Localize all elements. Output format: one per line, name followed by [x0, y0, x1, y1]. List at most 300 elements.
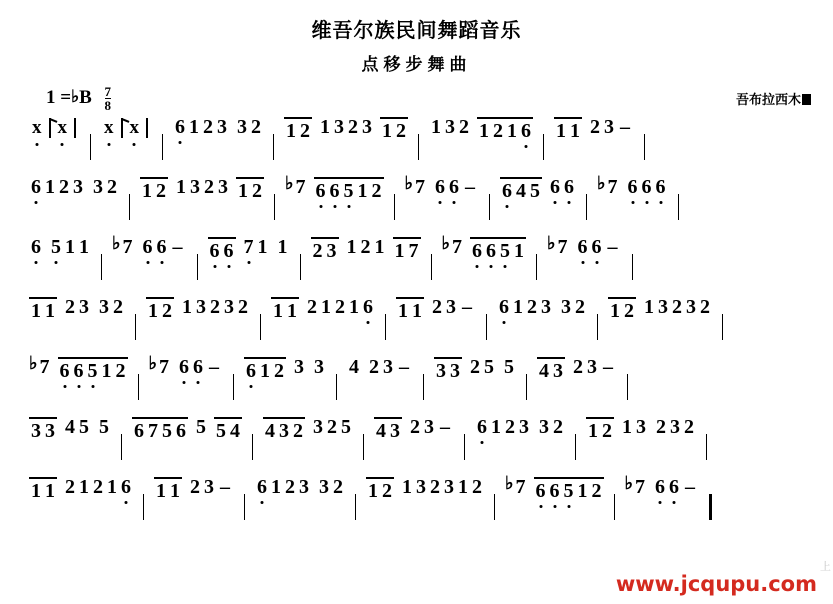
note-group	[430, 297, 476, 317]
note-group-beamed	[537, 357, 565, 381]
note: 7	[39, 356, 50, 378]
note-group	[312, 357, 326, 377]
note: 2	[360, 236, 371, 258]
note-group	[347, 357, 361, 377]
note: 3	[79, 296, 89, 318]
barline	[526, 374, 527, 400]
note: 2	[251, 116, 261, 138]
note: 7	[635, 476, 645, 498]
note: 3	[519, 416, 529, 438]
note-group	[255, 477, 311, 497]
note-group-beamed	[534, 477, 604, 501]
note: 3	[390, 420, 400, 442]
note: 1	[513, 296, 523, 318]
flat-icon: ♭	[285, 173, 294, 193]
barline	[722, 314, 723, 340]
note: 1	[507, 120, 517, 142]
barline	[129, 194, 130, 220]
note: 1	[398, 300, 408, 322]
note: 1	[79, 476, 89, 498]
note: 7	[295, 176, 306, 198]
note-group	[408, 417, 454, 437]
note: 3	[31, 420, 41, 442]
barline	[489, 194, 490, 220]
note: 1	[577, 480, 588, 502]
barline	[678, 194, 679, 220]
note: 2	[156, 180, 166, 202]
note: 6	[156, 236, 167, 258]
note: 6	[564, 176, 574, 198]
barline	[494, 494, 495, 520]
note-group	[367, 357, 413, 377]
note-group	[97, 297, 125, 317]
note-group-beamed	[140, 177, 168, 201]
note: 1	[45, 300, 55, 322]
note: 7	[515, 476, 526, 498]
note-extension: –	[607, 236, 618, 258]
note: 2	[307, 296, 317, 318]
music-line-4	[0, 297, 833, 357]
note-group-beamed	[380, 117, 408, 141]
note: 3	[204, 476, 214, 498]
barline	[423, 374, 424, 400]
note: 6	[486, 240, 496, 262]
note-group	[29, 237, 43, 257]
note-group-beamed	[263, 417, 305, 441]
note: 1	[588, 420, 598, 442]
barline	[138, 374, 139, 400]
key-signature	[46, 85, 111, 112]
note: 2	[656, 416, 666, 438]
note: 2	[590, 116, 600, 138]
note-group-beamed	[29, 417, 57, 441]
note: 2	[505, 416, 515, 438]
note: 4	[349, 356, 359, 378]
barline	[90, 134, 91, 160]
note-group	[177, 357, 223, 377]
note-group	[318, 117, 374, 137]
note: 6	[655, 476, 665, 498]
note-extension: –	[603, 356, 613, 378]
note: 3	[446, 296, 456, 318]
note-group	[276, 237, 290, 257]
note: 1	[182, 296, 192, 318]
note: 6	[31, 176, 41, 198]
note-group	[112, 233, 135, 258]
note-group	[653, 477, 699, 497]
note-group	[285, 173, 308, 198]
note-group	[345, 237, 387, 257]
music-line-3	[0, 233, 833, 297]
note: 1	[287, 300, 297, 322]
note: 4	[376, 420, 386, 442]
note: 2	[672, 296, 682, 318]
note-group	[624, 473, 648, 498]
note: 6	[193, 356, 203, 378]
note: 5	[530, 180, 540, 202]
note-group-beamed	[586, 417, 614, 441]
note: 3	[93, 176, 103, 198]
music-line-2	[0, 173, 833, 237]
note-group-beamed	[132, 417, 188, 441]
note-group	[188, 477, 234, 497]
note-group	[292, 357, 306, 377]
note-group	[654, 417, 696, 437]
note-group	[194, 417, 208, 437]
note: 1	[368, 480, 378, 502]
note: 7	[148, 420, 158, 442]
rhythm-group	[29, 117, 80, 139]
note: 2	[527, 296, 537, 318]
note: 6	[655, 176, 666, 198]
barline	[632, 254, 633, 280]
time-numerator: 7	[104, 84, 112, 99]
note: 6	[577, 236, 588, 258]
note: 6	[550, 176, 560, 198]
note: 3	[279, 420, 289, 442]
note: 3	[539, 416, 549, 438]
time-signature	[105, 85, 112, 112]
note-group	[597, 173, 620, 198]
note: 6	[521, 120, 531, 142]
barline	[706, 434, 707, 460]
note-group-beamed	[393, 237, 421, 261]
note: 2	[65, 296, 75, 318]
note-group	[468, 357, 496, 377]
note: 2	[410, 416, 420, 438]
barline	[385, 314, 386, 340]
note-group	[404, 173, 428, 198]
note: 3	[444, 476, 454, 498]
note-group-beamed	[477, 117, 533, 141]
note: 5	[484, 356, 494, 378]
barline	[394, 194, 395, 220]
composer-name: 吾布拉西木	[735, 93, 801, 108]
note-group	[433, 177, 479, 197]
note: 6	[477, 416, 487, 438]
note: 3	[362, 116, 372, 138]
flat-icon: ♭	[597, 173, 606, 193]
note: 2	[115, 360, 126, 382]
note: 2	[684, 416, 694, 438]
note: 1	[79, 236, 89, 258]
note: 2	[204, 176, 214, 198]
note: 1	[277, 236, 288, 258]
note-group-beamed	[146, 297, 174, 321]
note: 1	[610, 300, 620, 322]
watermark: www.jcqupu.com	[615, 572, 817, 596]
note: 5	[563, 480, 574, 502]
note: 5	[216, 420, 226, 442]
note: 3	[383, 356, 393, 378]
note-group	[537, 417, 565, 437]
barline	[418, 134, 419, 160]
note-extension: –	[462, 296, 472, 318]
note: 1	[394, 240, 405, 262]
note-group-beamed	[470, 237, 526, 261]
barline	[464, 434, 465, 460]
music-line-7	[0, 473, 833, 537]
stem-icon	[74, 118, 76, 138]
note: 7	[452, 236, 462, 258]
note-group-beamed	[434, 357, 462, 381]
barline	[244, 494, 245, 520]
note: 3	[313, 416, 323, 438]
note: 1	[556, 120, 566, 142]
note: 5	[79, 416, 89, 438]
barline	[260, 314, 261, 340]
note: 1	[514, 240, 524, 262]
note: 1	[156, 480, 166, 502]
note: 1	[260, 360, 270, 382]
barline	[644, 134, 645, 160]
note: 5	[343, 180, 354, 202]
note: 1	[357, 180, 368, 202]
note: 6	[134, 420, 144, 442]
note: 1	[622, 416, 632, 438]
flat-icon: ♭	[71, 86, 80, 106]
note: 1	[286, 120, 296, 142]
note-group	[317, 477, 345, 497]
note-group	[642, 297, 712, 317]
note: 6	[176, 420, 186, 442]
note-group-beamed	[58, 357, 128, 381]
note: 2	[274, 360, 284, 382]
barline	[536, 254, 537, 280]
note: 1	[45, 480, 55, 502]
note-group	[141, 237, 187, 257]
flat-icon: ♭	[404, 173, 413, 193]
page-title: 维吾尔族民间舞蹈音乐	[311, 18, 522, 42]
note: 2	[293, 420, 303, 442]
note-group	[475, 417, 531, 437]
note: 7	[607, 176, 618, 198]
note: 6	[315, 180, 326, 202]
barline	[121, 434, 122, 460]
note-group-beamed	[29, 297, 57, 321]
barline	[274, 194, 275, 220]
note: 6	[329, 180, 340, 202]
note-group-beamed	[374, 417, 402, 441]
note: 7	[243, 236, 254, 258]
barline	[135, 314, 136, 340]
note: 5	[99, 416, 109, 438]
note: 2	[575, 296, 585, 318]
barline	[543, 134, 544, 160]
stem-icon	[49, 118, 51, 138]
note-group-beamed	[284, 117, 312, 141]
barline	[586, 194, 587, 220]
barline	[627, 374, 628, 400]
note-group	[305, 297, 375, 317]
rhythm-x: x	[55, 117, 71, 139]
note-group	[29, 353, 52, 378]
note: 2	[591, 480, 602, 502]
note: 7	[159, 356, 169, 378]
note: 3	[218, 176, 228, 198]
note-group	[400, 477, 484, 497]
note: 6	[449, 176, 459, 198]
note: 6	[363, 296, 373, 318]
note-extension: –	[620, 116, 630, 138]
note-extension: –	[172, 236, 183, 258]
note: 2	[238, 296, 248, 318]
note-group	[148, 353, 172, 378]
note-group	[626, 177, 668, 197]
note: 3	[445, 116, 455, 138]
note: 1	[491, 416, 501, 438]
note-group-beamed	[236, 177, 264, 201]
note: 2	[327, 416, 337, 438]
note: 2	[107, 176, 117, 198]
note-extension: –	[399, 356, 409, 378]
note-group-beamed	[366, 477, 394, 501]
note-group-beamed	[214, 417, 242, 441]
note: 2	[93, 476, 103, 498]
note: 1	[238, 180, 248, 202]
note-group-beamed	[271, 297, 299, 321]
barline	[143, 494, 144, 520]
note: 6	[246, 360, 256, 382]
barline	[486, 314, 487, 340]
barline	[575, 434, 576, 460]
note: 2	[162, 300, 172, 322]
note: 2	[59, 176, 69, 198]
note-group	[311, 417, 353, 437]
note: 2	[113, 296, 123, 318]
note-group	[429, 117, 471, 137]
note-extension: –	[220, 476, 230, 498]
note-group	[620, 417, 648, 437]
barline	[300, 254, 301, 280]
rhythm-x: x	[101, 117, 117, 139]
barline	[252, 434, 253, 460]
note: 3	[686, 296, 696, 318]
note: 2	[300, 120, 310, 142]
note: 6	[257, 476, 267, 498]
note: 4	[230, 420, 240, 442]
note: 6	[472, 240, 482, 262]
seal-icon	[802, 94, 811, 105]
note: 6	[502, 180, 512, 202]
note-group	[242, 237, 270, 257]
stem-icon	[121, 118, 123, 138]
note: 1	[257, 236, 268, 258]
note-group	[97, 417, 111, 437]
note: 2	[430, 476, 440, 498]
note-group	[441, 233, 465, 258]
note: 2	[210, 296, 220, 318]
note: 1	[189, 116, 199, 138]
note: 6	[591, 236, 602, 258]
note: 2	[432, 296, 442, 318]
note: 1	[479, 120, 489, 142]
flat-icon: ♭	[547, 233, 556, 253]
note: 3	[224, 296, 234, 318]
note: 3	[334, 116, 344, 138]
note: 2	[335, 296, 345, 318]
note-group	[505, 473, 528, 498]
note: 3	[294, 356, 304, 378]
note: 3	[319, 476, 329, 498]
note: 4	[265, 420, 275, 442]
note: 6	[641, 176, 652, 198]
note: 5	[504, 356, 514, 378]
note-group	[63, 297, 91, 317]
note-group	[180, 297, 250, 317]
note-group-beamed	[208, 237, 236, 261]
note: 2	[382, 480, 392, 502]
rhythm-x: x	[29, 117, 45, 139]
note: 3	[436, 360, 446, 382]
flat-icon: ♭	[29, 353, 38, 373]
note: 2	[252, 180, 262, 202]
note: 6	[435, 176, 445, 198]
barline	[614, 494, 615, 520]
note: 1	[346, 236, 357, 258]
note: 1	[570, 120, 580, 142]
barline	[273, 134, 274, 160]
note-extension: –	[685, 476, 695, 498]
barline	[336, 374, 337, 400]
note: 2	[700, 296, 710, 318]
barline	[597, 314, 598, 340]
note: 2	[493, 120, 503, 142]
rhythm-group	[101, 117, 152, 139]
barline	[431, 254, 432, 280]
note: 2	[190, 476, 200, 498]
note: 3	[217, 116, 227, 138]
meta-row	[0, 81, 833, 115]
note: 1	[320, 116, 330, 138]
note-group	[571, 357, 617, 377]
note: 6	[669, 476, 679, 498]
note: 6	[121, 476, 131, 498]
note-extension: –	[440, 416, 450, 438]
barline	[197, 254, 198, 280]
flat-icon: ♭	[112, 233, 121, 253]
barline	[363, 434, 364, 460]
music-line-1	[0, 117, 833, 177]
note: 6	[499, 296, 509, 318]
note: 5	[87, 360, 98, 382]
note-group-beamed	[311, 237, 339, 261]
note-group-beamed	[608, 297, 636, 321]
note: 6	[223, 240, 234, 262]
note: 3	[561, 296, 571, 318]
note: 3	[450, 360, 460, 382]
note: 1	[402, 476, 412, 498]
note-group	[559, 297, 587, 317]
note-group	[174, 177, 230, 197]
note: 4	[539, 360, 549, 382]
note-group-beamed	[154, 477, 182, 501]
note: 6	[535, 480, 546, 502]
note: 6	[549, 480, 560, 502]
barline	[101, 254, 102, 280]
note: 1	[107, 476, 117, 498]
note: 6	[179, 356, 189, 378]
note-group	[29, 177, 85, 197]
note-group-beamed	[244, 357, 286, 381]
key-letter: B	[79, 86, 92, 108]
music-line-6	[0, 417, 833, 477]
note-group-beamed	[500, 177, 542, 201]
note: 1	[431, 116, 441, 138]
note: 7	[408, 240, 419, 262]
note: 3	[237, 116, 247, 138]
note: 3	[73, 176, 83, 198]
